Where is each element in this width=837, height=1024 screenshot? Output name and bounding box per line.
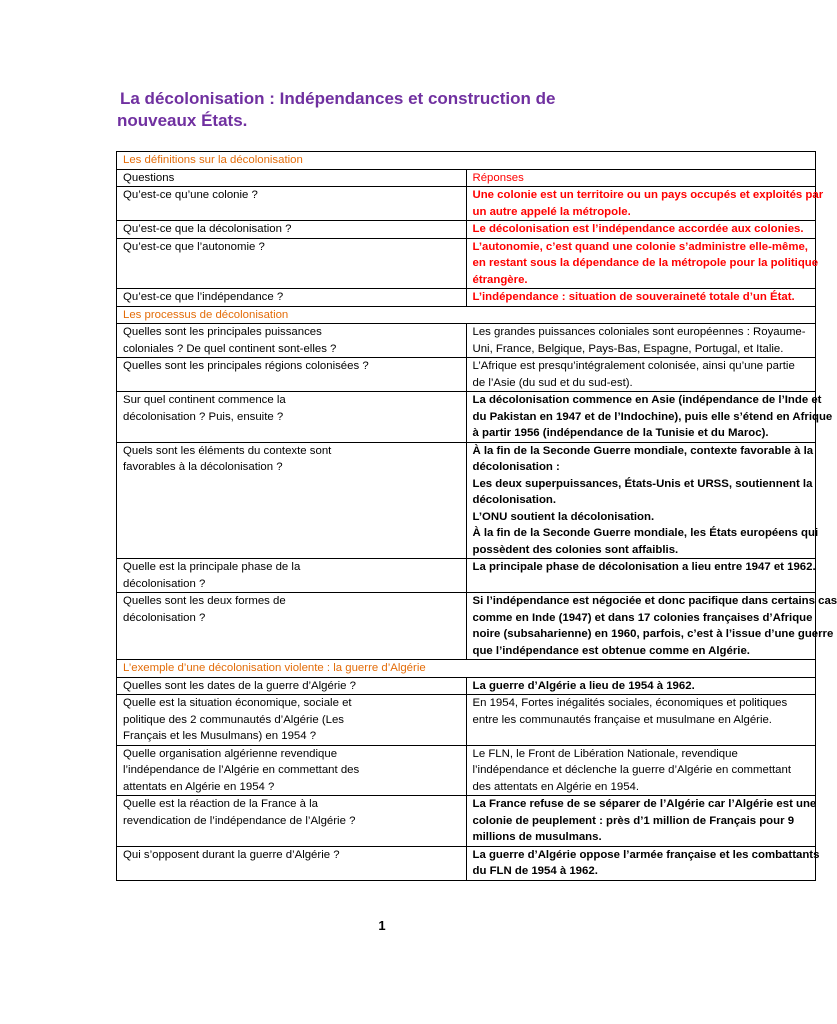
question-cell	[117, 221, 467, 239]
answer-line: L’autonomie, c’est quand une colonie s’administre elle-même,	[472, 240, 808, 253]
section-title: L’exemple d’une décolonisation violente : la guerre d’Algérie	[117, 660, 816, 678]
header-answers: Réponses	[466, 169, 816, 187]
table-row	[117, 289, 816, 307]
decolonisation-table	[116, 151, 837, 881]
answer-line: à partir 1956 (indépendance de la Tunisie et du Maroc).	[472, 427, 769, 439]
question-cell	[117, 324, 467, 358]
question-cell	[117, 392, 467, 443]
question-line: Quels sont les éléments du contexte sont	[123, 444, 332, 457]
answer-line: À la fin de la Seconde Guerre mondiale, les États européens qui	[472, 527, 819, 539]
answer-line: entre les communautés française et musulmane en Algérie.	[472, 713, 772, 726]
question-cell	[117, 796, 467, 847]
title-line-1: La décolonisation : Indépendances et construction de	[120, 89, 556, 108]
question-line: décolonisation ?	[123, 577, 206, 590]
answer-line: L’Afrique est presqu’intégralement colonisée, ainsi qu’une partie	[472, 360, 795, 372]
answer-line: noire (subsaharienne) en 1960, parfois, c’est à l’issue d’une guerre	[472, 628, 834, 640]
question-cell	[117, 695, 467, 746]
question-line: favorables à la décolonisation ?	[123, 461, 283, 473]
table-row	[117, 187, 816, 221]
question-cell	[117, 442, 467, 559]
answer-line: décolonisation.	[472, 494, 557, 506]
table-row	[117, 796, 816, 847]
answer-line: La France refuse de se séparer de l’Algérie car l’Algérie est une	[472, 798, 817, 810]
question-line: Quelles sont les principales puissances	[123, 326, 322, 338]
answer-line: comme en Inde (1947) et dans 17 colonies françaises d’Afrique	[472, 611, 813, 624]
answer-line: décolonisation :	[472, 461, 560, 473]
question-line: Quelles sont les principales régions colonisées ?	[123, 360, 369, 372]
question-line: attentats en Algérie en 1954 ?	[123, 780, 275, 793]
question-line: Français et les Musulmans) en 1954 ?	[123, 730, 317, 742]
answer-line: étrangère.	[472, 273, 528, 286]
table-row	[117, 358, 816, 392]
answer-line: La guerre d’Algérie a lieu de 1954 à 1962.	[472, 679, 695, 692]
question-line: Qui s’opposent durant la guerre d’Algérie ?	[123, 848, 340, 861]
table-row	[117, 695, 816, 746]
question-line: Sur quel continent commence la	[123, 394, 286, 406]
question-line: Quelles sont les deux formes de	[123, 595, 286, 607]
answer-line: La guerre d’Algérie oppose l’armée française et les combattants	[472, 848, 820, 861]
table-row	[117, 846, 816, 880]
answer-cell	[466, 289, 816, 307]
answer-line: Uni, France, Belgique, Pays-Bas, Espagne, Portugal, et Italie.	[472, 342, 784, 355]
table-row	[117, 677, 816, 695]
table-header-row	[117, 169, 816, 187]
answer-cell	[466, 846, 820, 880]
answer-line: que l’indépendance est obtenue comme en Algérie.	[472, 644, 750, 657]
section-row-definitions	[117, 152, 816, 170]
question-line: l’indépendance de l’Algérie en commettant des	[123, 764, 360, 776]
answer-cell	[466, 221, 816, 239]
table-row	[117, 324, 816, 358]
table-row	[117, 442, 816, 559]
question-line: Qu’est-ce qu’une colonie ?	[123, 189, 258, 201]
answer-line: du FLN de 1954 à 1962.	[472, 865, 598, 877]
answer-line: L’indépendance : situation de souveraineté totale d’un État.	[472, 291, 795, 303]
question-cell	[117, 358, 467, 392]
question-line: Quelles sont les dates de la guerre d’Algérie ?	[123, 679, 357, 692]
question-line: Quelle organisation algérienne revendique	[123, 747, 338, 760]
table-row	[117, 392, 816, 443]
question-line: Quelle est la réaction de la France à la	[123, 798, 319, 810]
question-cell	[117, 289, 467, 307]
table-row	[117, 559, 816, 593]
question-line: Quelle est la situation économique, sociale et	[123, 697, 352, 709]
question-cell	[117, 559, 467, 593]
answer-cell	[466, 442, 819, 559]
answer-line: Une colonie est un territoire ou un pays occupés et exploités par	[472, 189, 824, 201]
title-line-2: nouveaux États.	[117, 111, 248, 130]
answer-line: possèdent des colonies sont affaiblis.	[472, 543, 679, 556]
answer-line: À la fin de la Seconde Guerre mondiale, contexte favorable à la	[472, 444, 814, 457]
answer-cell	[466, 358, 816, 392]
header-questions: Questions	[117, 169, 467, 187]
table-row	[117, 593, 816, 660]
question-cell	[117, 238, 467, 289]
answer-line: en restant sous la dépendance de la métropole pour la politique	[472, 257, 819, 269]
section-row-processus	[117, 306, 816, 324]
answer-line: du Pakistan en 1947 et de l’Indochine), puis elle s’étend en Afrique	[472, 410, 833, 423]
question-cell	[117, 187, 467, 221]
table-row	[117, 238, 816, 289]
answer-line: La décolonisation commence en Asie (indépendance de l’Inde et	[472, 394, 822, 406]
question-line: politique des 2 communautés d’Algérie (Les	[123, 713, 344, 726]
answer-cell	[466, 593, 837, 660]
question-cell	[117, 593, 467, 660]
question-cell	[117, 846, 467, 880]
question-cell	[117, 745, 467, 796]
table-row	[117, 221, 816, 239]
question-line: décolonisation ?	[123, 611, 206, 624]
question-line: Qu’est-ce que la décolonisation ?	[123, 223, 292, 235]
question-line: coloniales ? De quel continent sont-elles ?	[123, 342, 337, 355]
question-line: Quelle est la principale phase de la	[123, 561, 301, 573]
table-row	[117, 745, 816, 796]
question-line: Qu’est-ce que l’autonomie ?	[123, 240, 265, 253]
document-title	[117, 88, 637, 132]
answer-cell	[466, 796, 816, 847]
answer-cell	[466, 238, 819, 289]
answer-cell	[466, 559, 816, 593]
answer-line: Le FLN, le Front de Libération Nationale, revendique	[472, 747, 738, 760]
answer-line: Le décolonisation est l’indépendance accordée aux colonies.	[472, 223, 804, 235]
answer-line: L’ONU soutient la décolonisation.	[472, 510, 655, 523]
section-row-algerie	[117, 660, 816, 678]
answer-line: des attentats en Algérie en 1954.	[472, 780, 640, 793]
question-line: décolonisation ? Puis, ensuite ?	[123, 410, 284, 423]
answer-cell	[466, 745, 816, 796]
page-number: 1	[378, 918, 386, 933]
answer-line: Si l’indépendance est négociée et donc pacifique dans certains cas	[472, 595, 837, 607]
section-title: Les définitions sur la décolonisation	[117, 152, 816, 170]
answer-line: millions de musulmans.	[472, 831, 602, 843]
answer-cell	[466, 695, 816, 746]
question-line: Qu’est-ce que l’indépendance ?	[123, 291, 284, 303]
answer-line: l’indépendance et déclenche la guerre d’Algérie en commettant	[472, 764, 792, 776]
answer-line: de l’Asie (du sud et du sud-est).	[472, 376, 633, 389]
answer-cell	[466, 187, 824, 221]
answer-cell	[466, 677, 816, 695]
answer-line: Les grandes puissances coloniales sont européennes : Royaume-	[472, 326, 806, 338]
answer-line: Les deux superpuissances, États-Unis et URSS, soutiennent la	[472, 477, 813, 490]
answer-line: un autre appelé la métropole.	[472, 205, 631, 218]
question-cell	[117, 677, 467, 695]
answer-line: colonie de peuplement : près d’1 million de Français pour 9	[472, 814, 795, 827]
section-title: Les processus de décolonisation	[117, 306, 816, 324]
answer-line: La principale phase de décolonisation a lieu entre 1947 et 1962.	[472, 561, 816, 573]
question-line: revendication de l’indépendance de l’Algérie ?	[123, 814, 356, 827]
answer-cell	[466, 392, 833, 443]
answer-line: En 1954, Fortes inégalités sociales, économiques et politiques	[472, 697, 788, 709]
answer-cell	[466, 324, 816, 358]
